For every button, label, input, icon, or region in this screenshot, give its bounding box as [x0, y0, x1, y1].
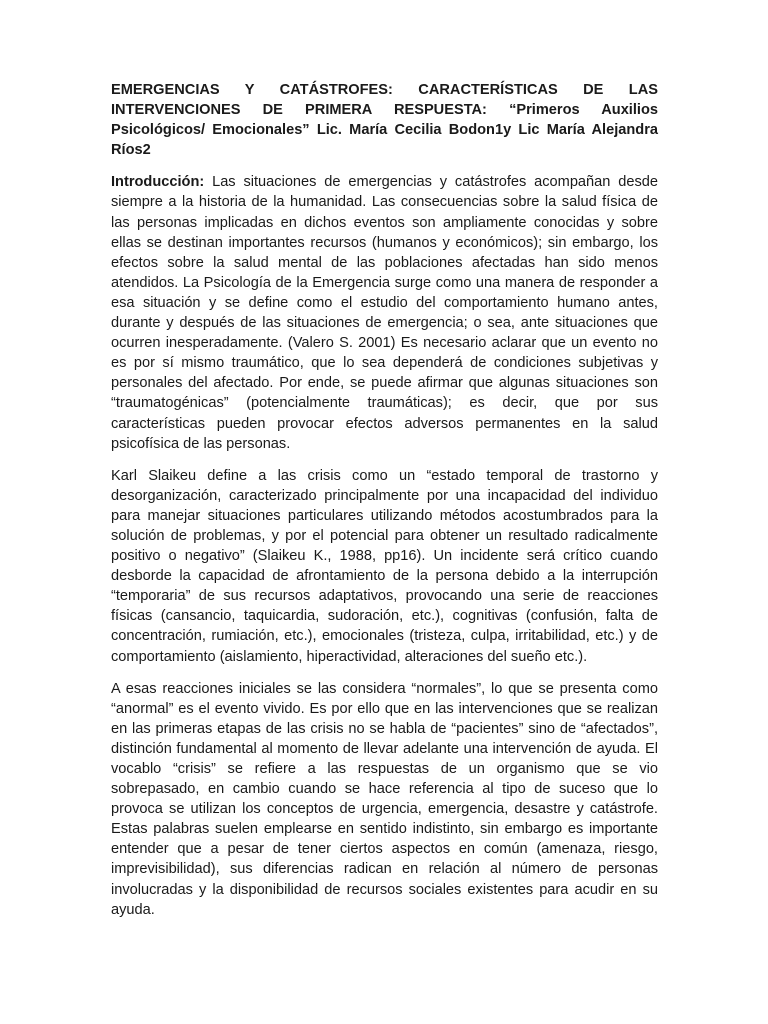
introduction-text: Las situaciones de emergencias y catástrofes acompañan desde siempre a la historia de la humanidad. Las consecuencias sobre la salud física de las personas implicadas en dichos eventos son ampliamente conocidas y sobre ellas se destinan importantes recursos (humanos y económicos); sin embargo, los efectos sobre la salud mental de las poblaciones afectadas han sido menos atendidos. La Psicología de la Emergencia surge como una manera de responder a esa situación y se define como el estudio del comportamiento humano antes, durante y después de las situaciones de emergencia; o sea, ante situaciones que ocurren inesperadamente. (Valero S. 2001) Es necesario aclarar que un evento no es por sí mismo traumático, que lo sea dependerá de condiciones subjetivas y personales del afectado. Por ende, se puede afirmar que algunas situaciones son “traumatogénicas” (potencialmente traumáticas); es decir, que por sus características pueden provocar efectos adversos permanentes en la salud psicofísica de las personas.	[111, 174, 658, 452]
document-title: EMERGENCIAS Y CATÁSTROFES: CARACTERÍSTICAS DE LAS INTERVENCIONES DE PRIMERA RESPUESTA: “Primeros Auxilios Psicológicos/ Emocionales” Lic. María Cecilia Bodon1y Lic María Alejandra Ríos2	[111, 82, 658, 159]
paragraph-introduction	[111, 172, 658, 453]
paragraph-reactions: A esas reacciones iniciales se las considera “normales”, lo que se presenta como “anormal” es el evento vivido. Es por ello que en las intervenciones que se realizan en las primeras etapas de las crisis no se habla de “pacientes” sino de “afectados”, distinción fundamental al momento de llevar adelante una intervención de ayuda. El vocablo “crisis” se refiere a las respuestas de un organismo que se vio sobrepasado, en cambio cuando se hace referencia al tipo de suceso que lo provoca se utilizan los conceptos de urgencia, emergencia, desastre y catástrofe. Estas palabras suelen emplearse en sentido indistinto, sin embargo es importante entender que a pesar de tener ciertos aspectos en común (amenaza, riesgo, imprevisibilidad), sus diferencias radican en relación al número de personas involucradas y la disponibilidad de recursos sociales existentes para acudir en su ayuda.	[111, 680, 658, 918]
paragraph-slaikeu: Karl Slaikeu define a las crisis como un “estado temporal de trastorno y desorganización, caracterizado principalmente por una incapacidad del individuo para manejar situaciones particulares utilizando métodos acostumbrados para la solución de problemas, y por el potencial para obtener un resultado radicalmente positivo o negativo” (Slaikeu K., 1988, pp16). Un incidente será crítico cuando desborde la capacidad de afrontamiento de la persona debido a la interrupción “temporaria” de sus recursos adaptativos, provocando una serie de reacciones físicas (cansancio, taquicardia, sudoración, etc.), cognitivas (confusión, falta de concentración, rumiación, etc.), emocionales (tristeza, culpa, irritabilidad, etc.) y de comportamiento (aislamiento, hiperactividad, alteraciones del sueño etc.).	[111, 467, 658, 665]
introduction-heading: Introducción:	[111, 174, 205, 191]
document-page	[111, 80, 658, 932]
